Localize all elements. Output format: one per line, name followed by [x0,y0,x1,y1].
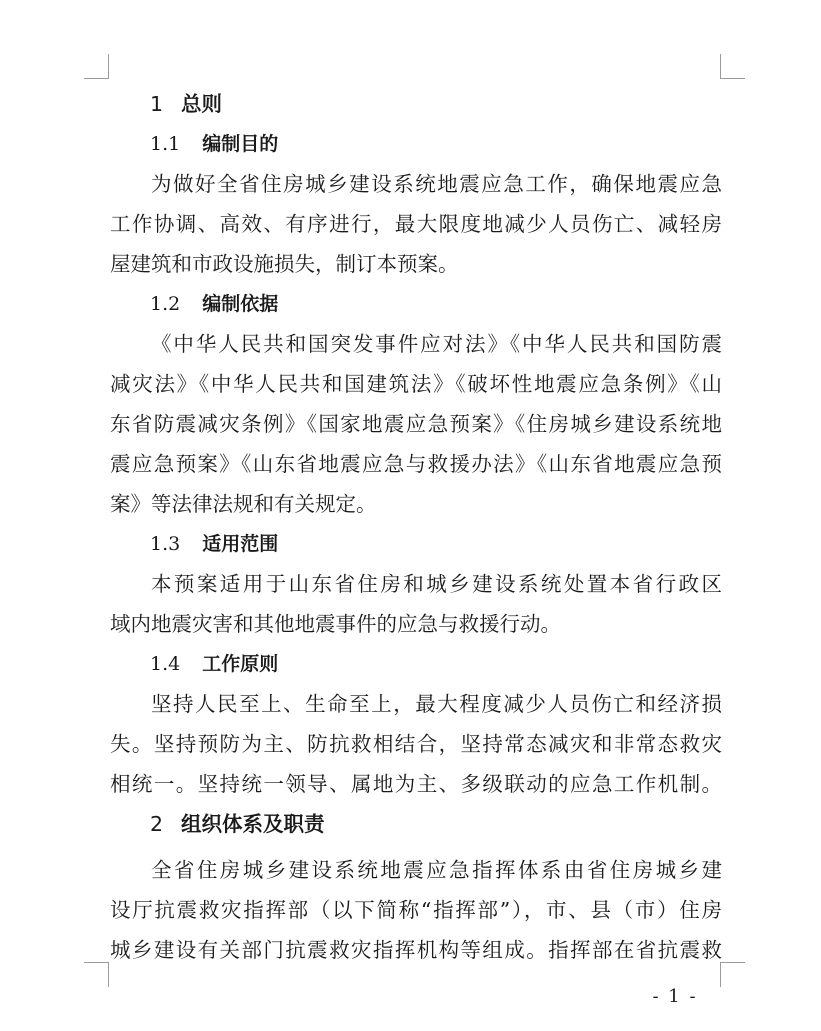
paragraph-line: 相统一。坚持统一领导、属地为主、多级联动的应急工作机制。 [110,772,722,796]
paragraph-line: 城乡建设有关部门抗震救灾指挥机构等组成。指挥部在省抗震救 [110,938,722,962]
crop-mark-bottom-right [720,962,745,987]
heading-1-3-scope: 1.3 适用范围 [150,533,279,555]
document-body [110,84,722,970]
paragraph-line: 东省防震减灾条例》《国家地震应急预案》《住房城乡建设系统地 [110,412,722,436]
paragraph-line: 工作协调、高效、有序进行，最大限度地减少人员伤亡、减轻房 [110,212,722,236]
paragraph-line: 全省住房城乡建设系统地震应急指挥体系由省住房城乡建 [151,858,722,882]
paragraph-line: 屋建筑和市政设施损失，制订本预案。 [110,252,459,276]
paragraph-line: 域内地震灾害和其他地震事件的应急与救援行动。 [110,612,561,636]
paragraph-line: 减灾法》《中华人民共和国建筑法》《破坏性地震应急条例》《山 [110,372,722,396]
paragraph-line: 为做好全省住房城乡建设系统地震应急工作，确保地震应急 [151,172,722,196]
paragraph-line: 设厅抗震救灾指挥部（以下简称“指挥部”），市、县（市）住房 [110,898,722,922]
page-number: - 1 - [652,986,698,1007]
heading-1-2-basis: 1.2 编制依据 [150,293,279,315]
heading-1-4-principles: 1.4 工作原则 [150,653,279,675]
paragraph-line: 《中华人民共和国突发事件应对法》《中华人民共和国防震 [151,332,722,356]
paragraph-line: 案》等法律法规和有关规定。 [110,492,377,516]
paragraph-line: 震应急预案》《山东省地震应急与救援办法》《山东省地震应急预 [110,452,722,476]
paragraph-line: 失。坚持预防为主、防抗救相结合，坚持常态减灾和非常态救灾 [110,732,722,756]
crop-mark-bottom-left [84,962,109,987]
paragraph-line: 本预案适用于山东省住房和城乡建设系统处置本省行政区 [151,572,722,596]
heading-1-general: 1 总则 [150,92,223,116]
paragraph-line: 坚持人民至上、生命至上，最大程度减少人员伤亡和经济损 [151,692,722,716]
crop-mark-top-left [84,54,109,79]
crop-mark-top-right [720,54,745,79]
heading-2-organization: 2 组织体系及职责 [150,812,325,836]
heading-1-1-purpose: 1.1 编制目的 [150,133,279,155]
